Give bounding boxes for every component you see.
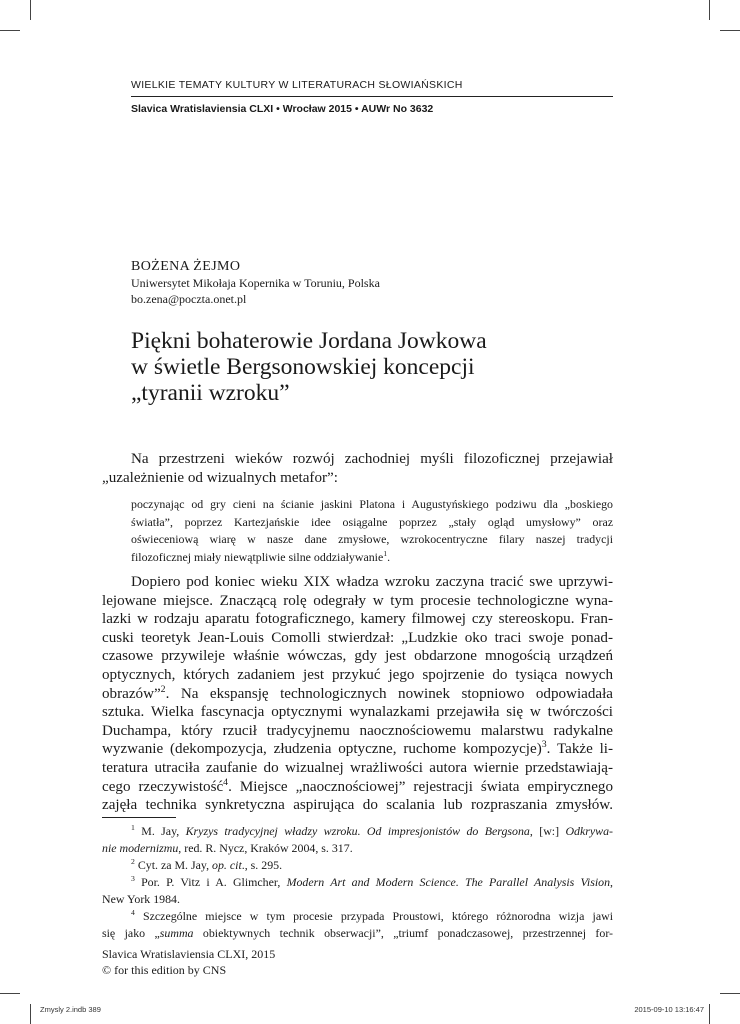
footnote-number: 3: [131, 874, 135, 884]
text-line: zajęła technika synkretyczna aspirująca do scalania lub rozpraszania zmysłów.: [102, 797, 613, 814]
footnote-ref[interactable]: 3: [541, 739, 547, 751]
footnote-ref[interactable]: 4: [223, 776, 229, 788]
text-line: czasowe przywileje właśnie wówczas, gdy jest obdarzone mnogością urządzeń: [102, 648, 613, 665]
footnote-1-cont: [102, 840, 613, 857]
footnote-italic: nie modernizmu: [102, 841, 179, 855]
footnote-text: , red. R. Nycz, Kraków 2004, s. 317.: [178, 841, 353, 855]
crop-mark: [720, 30, 740, 31]
main-paragraph: [102, 573, 613, 815]
text-line: optycznych, których zadaniem jest przykuć jego spojrzenie do tysiąca nowych: [102, 666, 613, 683]
footnote-text: ,: [610, 875, 614, 889]
text-line: teratura utraciła zaufanie do wizualnej wrażliwości autora wiernie przedstawiają-: [102, 759, 613, 776]
text-line: Duchampa, który rzucił tradycyjnemu naocznościowemu malarstwu radykalne: [102, 722, 613, 739]
crop-mark: [30, 1004, 31, 1024]
footnote-text: ., s. 295.: [241, 858, 283, 872]
text-fragment: cego rzeczywistość: [102, 778, 224, 795]
journal-info: Slavica Wratislaviensia CLXI • Wrocław 2015 • AUWr No 3632: [131, 103, 434, 115]
text-line: Dopiero pod koniec wieku XIX władza wzroku zaczyna tracić swe uprzywi-: [131, 574, 613, 590]
quote-line: filozoficznej miały niewątpliwie silne oddziaływanie$^1$.: [131, 548, 391, 564]
footnote-italic: Kryzys tradycyjnej władzy wzroku. Od impresjonistów do Bergsona: [185, 824, 530, 838]
copyright-footer: [102, 946, 275, 978]
footnote-italic: Modern Art and Modern Science. The Parallel Analysis Vision: [286, 875, 611, 889]
text-fragment: . Także li-: [546, 741, 613, 758]
text-line: sztuka. Wielka fascynacja optycznymi wynalazkami przejawiła się w twórczości: [102, 704, 613, 721]
text-fragment: . Miejsce „naocznościowej” rejestracji świata empirycznego: [228, 778, 613, 795]
footnote-1: [102, 823, 613, 840]
footnote-ref[interactable]: 1: [383, 548, 388, 558]
footnote-text: M. Jay,: [134, 824, 186, 838]
author-name: BOŻENA ŻEJMO: [131, 259, 241, 274]
quote-line: światła”, poprzez Kartezjańskie idee osiągalne poprzez „stały ogląd umysłowy” oraz: [131, 514, 613, 529]
text-line: lazki w rodzaju aparatu fotograficznego, kamery filmowej czy stereoskopu. Fran-: [102, 611, 613, 628]
block-quote: [131, 496, 613, 566]
quote-text: filozoficznej miały niewątpliwie silne oddziaływanie: [131, 549, 384, 564]
text-line: [102, 740, 613, 759]
footnote-text: obiektywnych technik obserwacji”, „triumf ponadczasowej, przestrzennej for-: [193, 926, 614, 940]
crop-mark: [709, 1004, 710, 1024]
crop-mark: [0, 993, 20, 994]
header-rule: [131, 96, 613, 97]
text-line: Na przestrzeni wieków rozwój zachodniej myśli filozoficznej przejawiał: [131, 451, 613, 467]
footnotes: [102, 823, 613, 942]
slug-right: 2015-09-10 13:16:47: [634, 1005, 704, 1014]
footnote-number: 4: [131, 908, 135, 918]
footnote-3-cont: New York 1984.: [102, 892, 180, 906]
footnote-italic: Odkrywa-: [565, 824, 614, 838]
footnote-2: [102, 857, 613, 874]
text-line: „uzależnienie od wizualnych metafor”:: [102, 469, 338, 486]
footnote-ref[interactable]: 2: [160, 683, 166, 695]
author-email[interactable]: bo.zena@poczta.onet.pl: [131, 292, 247, 306]
slug-left: Zmysly 2.indb 389: [40, 1005, 101, 1014]
footnote-text: Por. P. Vitz i A. Glimcher,: [134, 875, 287, 889]
title-line: „tyranii wzroku”: [131, 380, 290, 406]
footnote-number: 1: [131, 823, 135, 833]
article-title: [131, 328, 613, 406]
quote-line: poczynając od gry cieni na ścianie jaskini Platona i Augustyńskiego podziwu dla „boskiego: [131, 497, 613, 511]
crop-mark: [709, 0, 710, 20]
footnote-4: [102, 908, 613, 925]
title-line: Piękni bohaterowie Jordana Jowkowa: [131, 328, 487, 354]
footnote-4-cont: [102, 925, 613, 942]
footnote-text: się jako „: [102, 926, 160, 940]
text-line: [102, 778, 613, 797]
crop-mark: [0, 30, 20, 31]
series-header: WIELKIE TEMATY KULTURY W LITERATURACH SŁOWIAŃSKICH: [131, 79, 463, 91]
crop-mark: [30, 0, 31, 20]
footnote-text: Szczególne miejsce w tym procesie przypada Proustowi, którego różnorodna wizja jawi: [134, 909, 613, 923]
footnote-italic: op. cit: [212, 858, 242, 872]
footnote-italic: summa: [159, 926, 194, 940]
footnote-number: 2: [131, 857, 135, 867]
quote-line: oświeceniową wiarę w nasze dane zmysłowe, wzrokocentryczne filary naszej tradycji: [131, 532, 613, 547]
crop-mark: [720, 993, 740, 994]
title-line: w świetle Bergsonowskiej koncepcji: [131, 354, 475, 380]
footnote-text: , [w:]: [529, 824, 566, 838]
author-affiliation: Uniwersytet Mikołaja Kopernika w Toruniu, Polska: [131, 276, 380, 290]
footnote-3: [102, 874, 613, 891]
footer-journal: Slavica Wratislaviensia CLXI, 2015: [102, 947, 276, 961]
text-fragment: . Na ekspansję technologicznych nowinek stopniowo odpowiadała: [165, 685, 613, 702]
footer-copyright: © for this edition by CNS: [102, 963, 227, 977]
text-line: [102, 685, 613, 704]
text-line: lejowane miejsce. Znaczącą rolę odegrały w tym procesie technologiczne wyna-: [102, 592, 613, 609]
text-fragment: wyzwanie (dekompozycja, złudzenia optyczne, ruchome kompozycje): [102, 741, 542, 758]
footnote-rule: [102, 817, 176, 818]
footnote-text: Cyt. za M. Jay,: [134, 858, 213, 872]
text-fragment: obrazów”: [102, 685, 161, 702]
text-line: cuski teoretyk Jean-Louis Comolli stwierdzał: „Ludzkie oko traci swoje ponad-: [102, 629, 613, 646]
intro-paragraph: [102, 450, 613, 487]
